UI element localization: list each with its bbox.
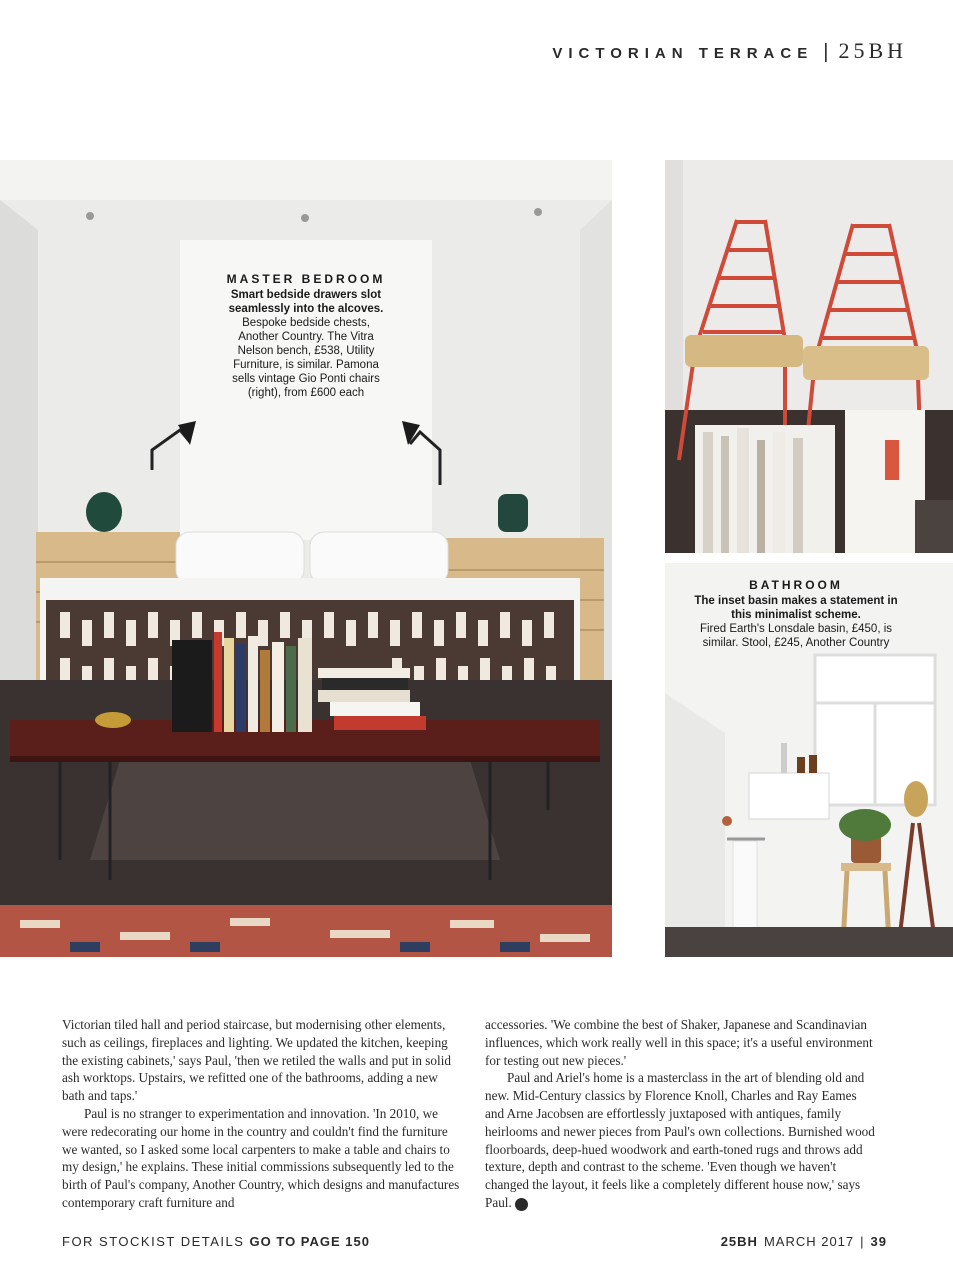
article-paragraph: accessories. 'We combine the best of Shaker, Japanese and Scandinavian influences, which work really well in this space; it's a useful environment for testing out new pieces.' (485, 1017, 873, 1068)
bedroom-caption-title: MASTER BEDROOM (226, 272, 386, 286)
stockist-footer (62, 1234, 370, 1249)
article-paragraph-last (485, 1069, 877, 1211)
stockist-page-link[interactable]: GO TO PAGE 150 (249, 1234, 370, 1249)
article-paragraph: Paul is no stranger to experimentation and innovation. 'In 2010, we were redecorating our home in the country and couldn't find the furniture we wanted, so I asked some local carpenters to make a table and chairs to my design,' he explains. These initial commissions subsequently led to the birth of Paul's company, Another Country, which designs and manufactures contemporary craft furniture and (62, 1105, 460, 1210)
page-number: 39 (870, 1234, 887, 1249)
article-paragraph-text: Paul and Ariel's home is a masterclass in the art of blending old and new. Mid-Century classics by Florence Knoll, Charles and Ray Eames and Arne Jacobsen are effortlessly juxtaposed with antiques, family heirlooms and newer pieces from Paul's own collections. Burnished wood floorboards, deep-hued woodwork and earth-toned rugs and throws add texture, depth and contrast to the scheme. 'Even though we haven't changed the layout, it feels like a completely different house now,' says Paul. (485, 1070, 875, 1210)
folio-brand: 25BH (720, 1234, 758, 1249)
article-column-right (485, 1016, 877, 1212)
folio-issue: MARCH 2017 (763, 1234, 855, 1249)
bedroom-caption-lead: Smart bedside drawers slot seamlessly into the alcoves. (228, 289, 384, 315)
magazine-logo: 25BH (838, 38, 907, 63)
section-title: VICTORIAN TERRACE (552, 45, 814, 62)
bedroom-caption (222, 272, 390, 400)
bathroom-caption-title: BATHROOM (749, 578, 843, 592)
end-mark-icon: 25 (515, 1198, 528, 1211)
article-paragraph: Victorian tiled hall and period staircase, but modernising other elements, such as ceilings, fireplaces and lighting. We updated the kitchen, keeping the existing cabinets,' says Paul, 'then we retiled the walls and put in solid ash worktops. Upstairs, we refitted one of the bathrooms, adding a new bath and taps.' (62, 1017, 451, 1104)
chairs-photo (665, 160, 953, 553)
folio-separator: | (860, 1234, 865, 1249)
bathroom-caption-lead: The inset basin makes a statement in this minimalist scheme. (694, 595, 898, 621)
header-separator: | (823, 41, 829, 63)
bathroom-caption (690, 578, 902, 650)
folio (721, 1234, 887, 1249)
article-column-left (62, 1016, 462, 1212)
bathroom-caption-body: Fired Earth's Lonsdale basin, £450, is similar. Stool, £245, Another Country (699, 623, 893, 649)
stockist-label: FOR STOCKIST DETAILS (62, 1234, 245, 1249)
bedroom-caption-body: Bespoke bedside chests, Another Country. The Vitra Nelson bench, £538, Utility Furniture, is similar. Pamona sells vintage Gio Ponti chairs (right), from £600 each (232, 317, 380, 399)
running-header (552, 38, 907, 64)
